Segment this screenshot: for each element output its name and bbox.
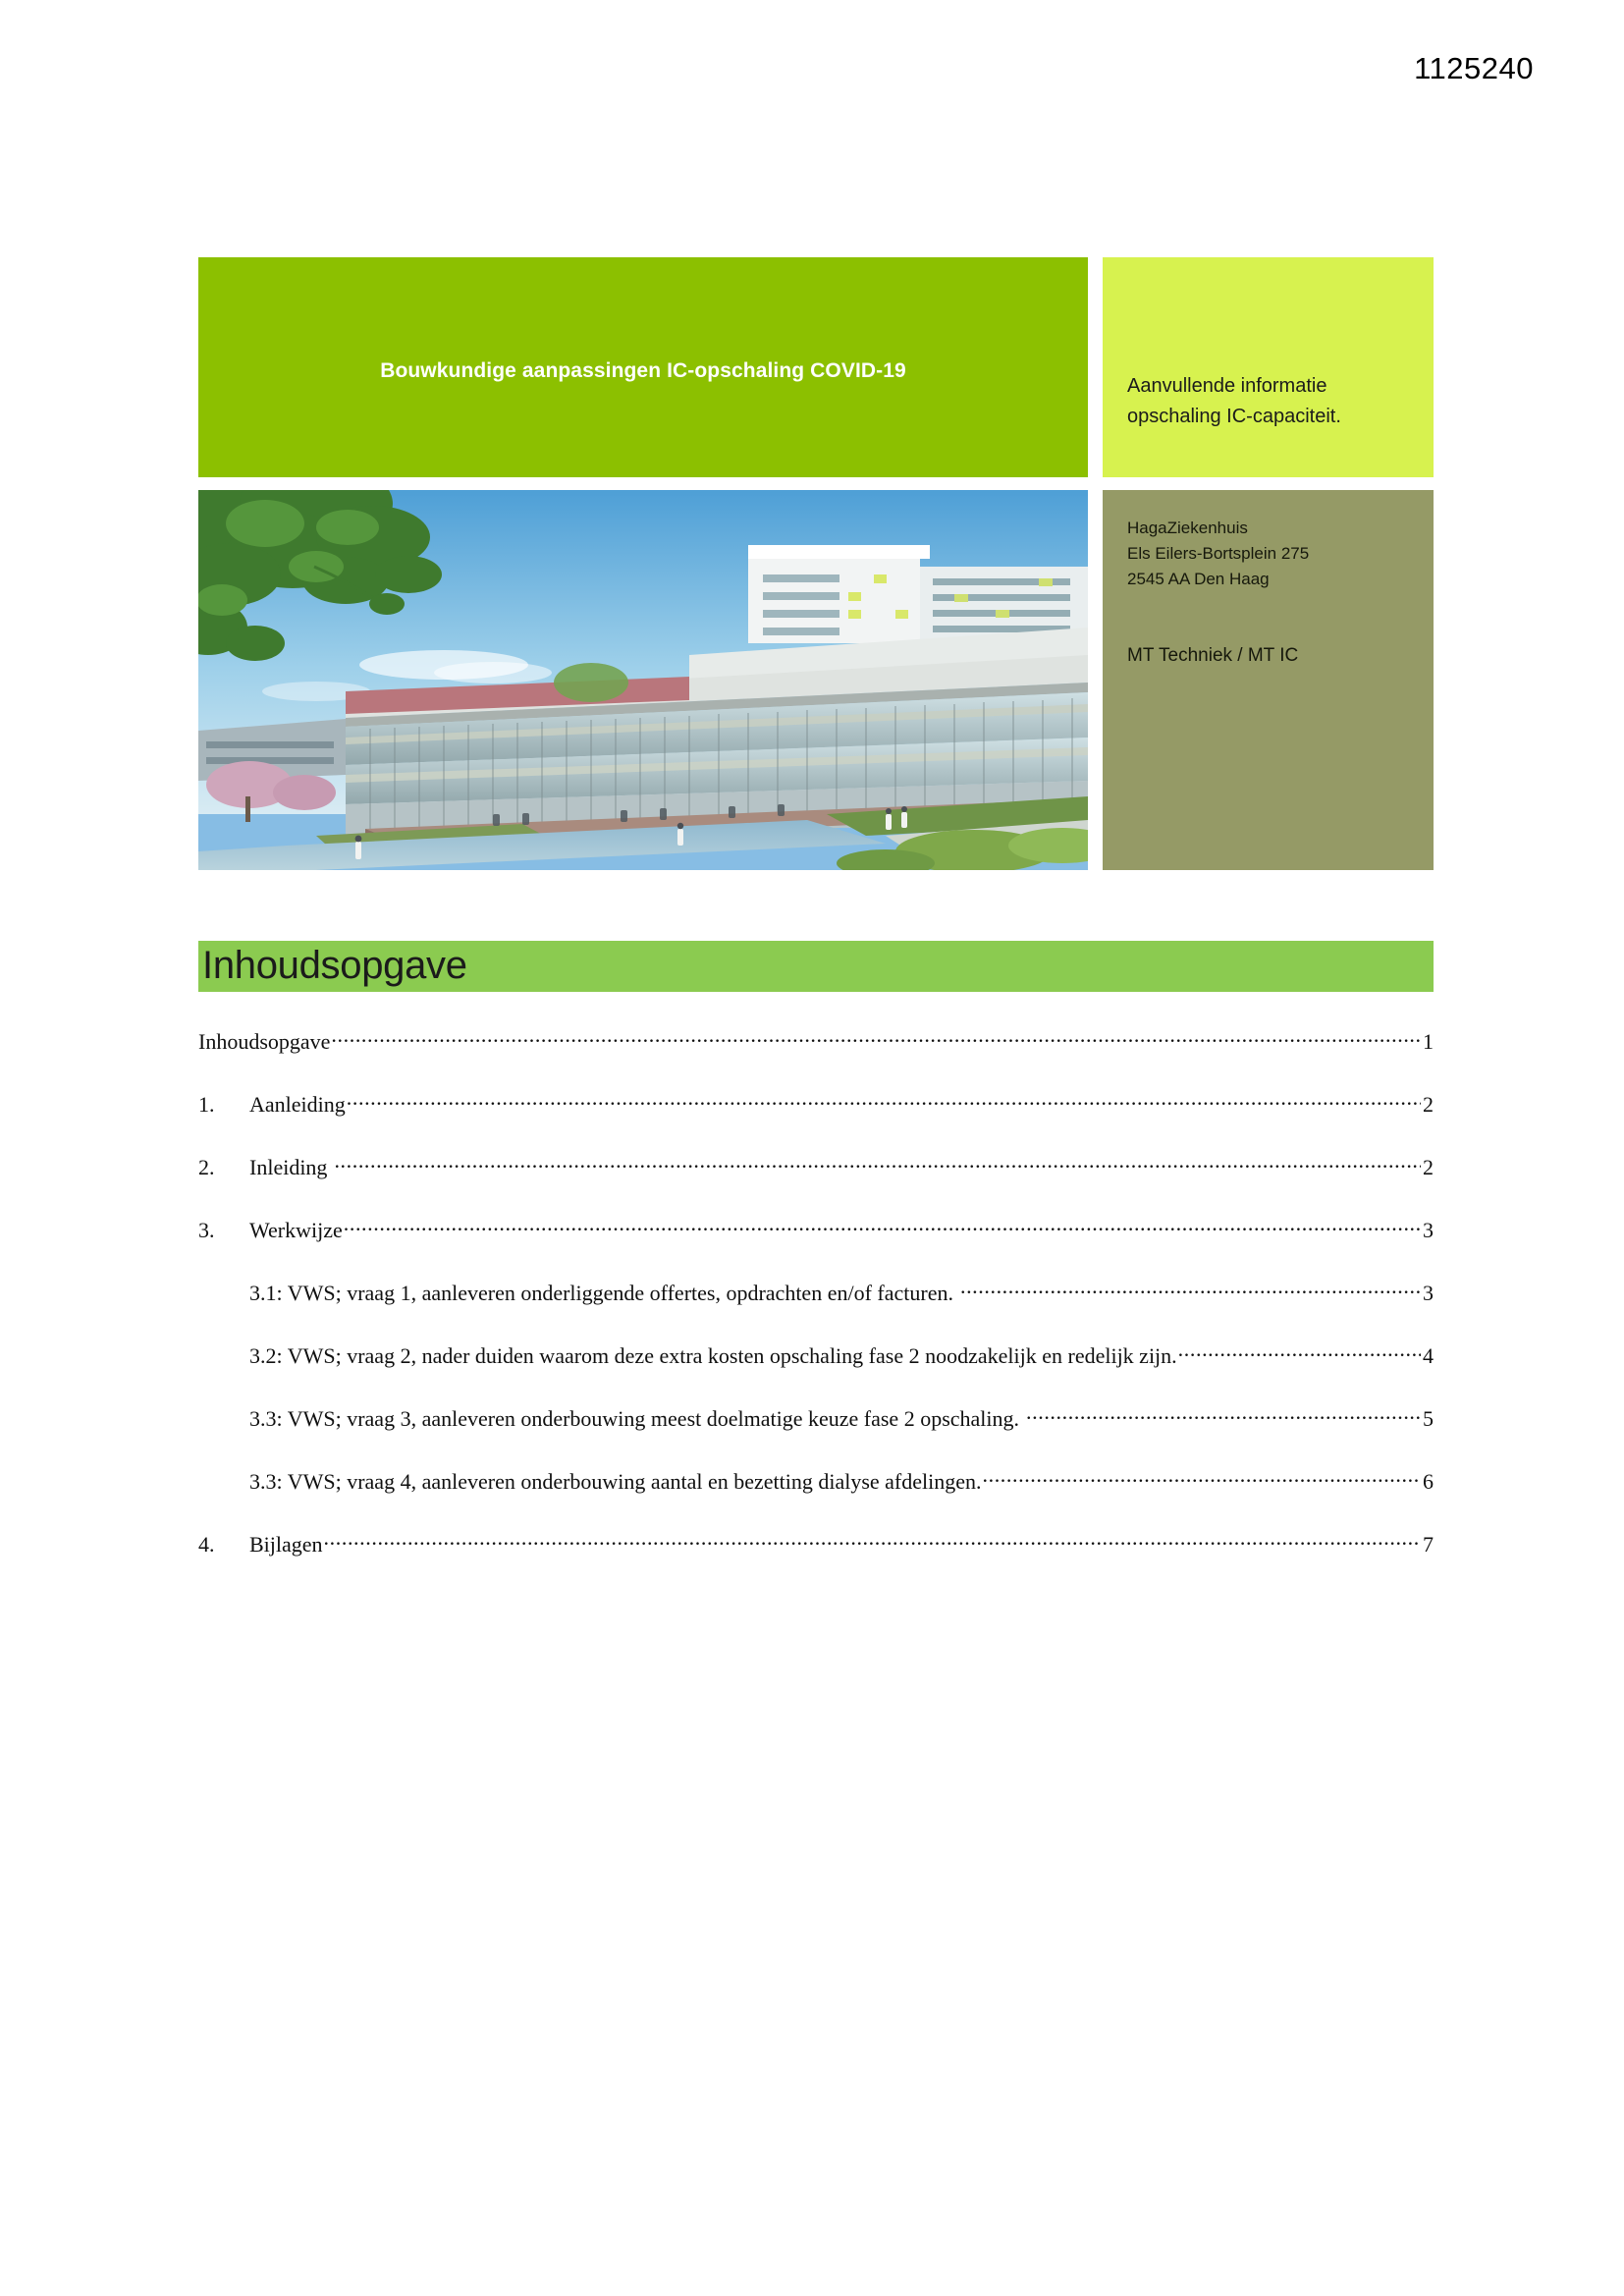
toc-leader-dots xyxy=(324,1530,1421,1552)
toc-entry[interactable] xyxy=(198,1467,1434,1530)
toc-leader-dots xyxy=(347,1090,1421,1112)
toc-entry-label: Inhoudsopgave xyxy=(198,1029,331,1054)
toc-leader-dots xyxy=(344,1216,1421,1237)
cover-subtitle-line-1: Aanvullende informatie xyxy=(1127,375,1327,397)
toc-entry-page-number: 4 xyxy=(1423,1343,1434,1368)
cover-address-block xyxy=(1103,490,1434,870)
toc-entry-label: Bijlagen xyxy=(249,1532,323,1557)
toc-entry[interactable] xyxy=(198,1530,1434,1593)
toc-entry-page-number: 5 xyxy=(1423,1406,1434,1431)
toc-entry[interactable] xyxy=(198,1090,1434,1153)
toc-entry-page-number: 6 xyxy=(1423,1469,1434,1494)
cover-subtitle xyxy=(1127,371,1422,432)
cover-block xyxy=(198,257,1434,870)
toc-entry-number: 1. xyxy=(198,1092,215,1117)
toc-entry-number: 3. xyxy=(198,1218,215,1242)
hospital-render-illustration xyxy=(198,490,1088,870)
toc-entry-page-number: 3 xyxy=(1423,1281,1434,1305)
toc-entry-label: 3.2: VWS; vraag 2, nader duiden waarom deze extra kosten opschaling fase 2 noodzakelijk en redelijk zijn. xyxy=(249,1343,1177,1368)
toc-entry[interactable] xyxy=(198,1279,1434,1341)
toc-entry-label: Aanleiding xyxy=(249,1092,346,1117)
toc-entry-label: Inleiding xyxy=(249,1155,328,1179)
document-number: 1125240 xyxy=(1414,51,1534,85)
toc-entry-label: 3.3: VWS; vraag 4, aanleveren onderbouwing aantal en bezetting dialyse afdelingen. xyxy=(249,1469,982,1494)
toc-leader-dots xyxy=(983,1467,1422,1489)
toc-entry-label: 3.1: VWS; vraag 1, aanleveren onderliggende offertes, opdrachten en/of facturen. xyxy=(249,1281,953,1305)
toc-leader-dots xyxy=(331,1027,1421,1049)
toc-leader-dots xyxy=(1026,1404,1421,1426)
toc-entry[interactable] xyxy=(198,1404,1434,1467)
toc-entry-number: 2. xyxy=(198,1155,215,1179)
department-label: MT Techniek / MT IC xyxy=(1127,645,1299,666)
toc-entry[interactable] xyxy=(198,1153,1434,1216)
toc-heading: Inhoudsopgave xyxy=(202,944,467,987)
toc-entry[interactable] xyxy=(198,1341,1434,1404)
city-address: 2545 AA Den Haag xyxy=(1127,570,1270,588)
organization-name: HagaZiekenhuis xyxy=(1127,519,1248,537)
toc-entry[interactable] xyxy=(198,1216,1434,1279)
cover-subtitle-block xyxy=(1103,257,1434,477)
cover-address xyxy=(1127,516,1424,592)
toc-entry-page-number: 2 xyxy=(1423,1155,1434,1179)
toc-leader-dots xyxy=(334,1153,1421,1175)
cover-subtitle-line-2: opschaling IC-capaciteit. xyxy=(1127,406,1341,427)
cover-title-block xyxy=(198,257,1088,477)
street-address: Els Eilers-Bortsplein 275 xyxy=(1127,544,1310,563)
toc-entry[interactable] xyxy=(198,1027,1434,1090)
toc-entry-number: 4. xyxy=(198,1532,215,1557)
toc-leader-dots xyxy=(960,1279,1421,1300)
toc-leader-dots xyxy=(1178,1341,1421,1363)
toc-entry-page-number: 2 xyxy=(1423,1092,1434,1117)
cover-title: Bouwkundige aanpassingen IC-opschaling COVID-19 xyxy=(380,359,906,382)
table-of-contents xyxy=(198,1027,1434,1593)
toc-entry-label: 3.3: VWS; vraag 3, aanleveren onderbouwing meest doelmatige keuze fase 2 opschaling. xyxy=(249,1406,1020,1431)
toc-entry-page-number: 3 xyxy=(1423,1218,1434,1242)
hospital-building-photo xyxy=(198,490,1088,870)
toc-entry-page-number: 1 xyxy=(1423,1029,1434,1054)
toc-entry-label: Werkwijze xyxy=(249,1218,343,1242)
toc-entry-page-number: 7 xyxy=(1423,1532,1434,1557)
